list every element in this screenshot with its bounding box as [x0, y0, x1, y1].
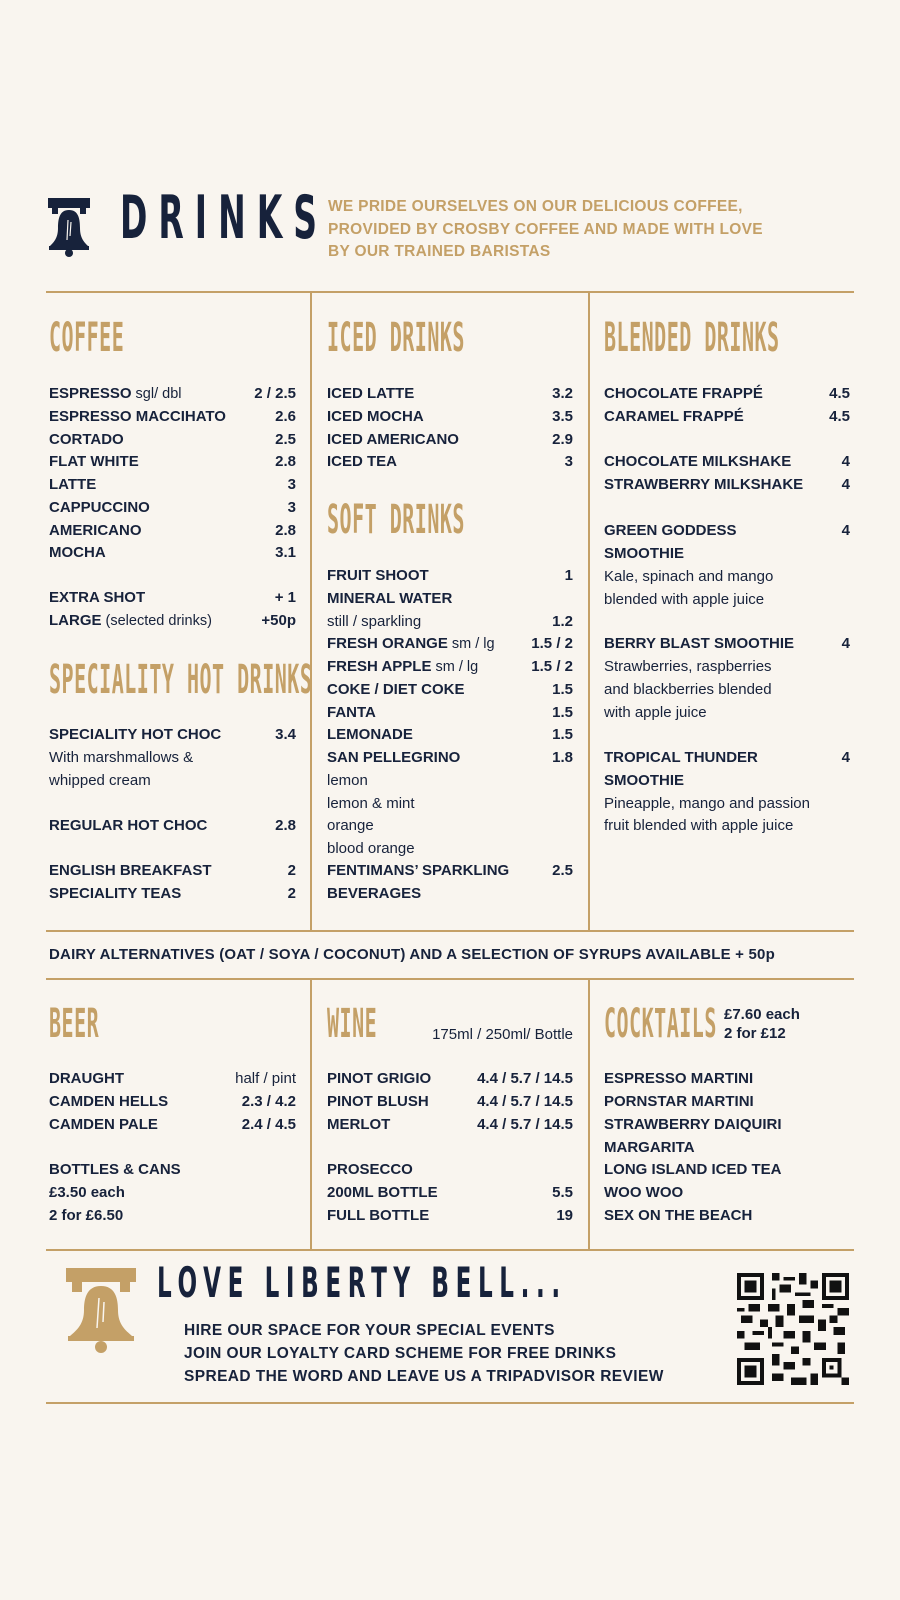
menu-price: 1.5 / 2	[531, 658, 573, 675]
item-description: fruit blended with apple juice	[604, 817, 794, 834]
menu-item: MINERAL WATER	[327, 590, 453, 607]
menu-price: 1.5 / 2	[531, 635, 573, 652]
menu-price: 1	[564, 567, 573, 584]
footer-line: JOIN OUR LOYALTY CARD SCHEME FOR FREE DRINKS	[184, 1345, 617, 1362]
menu-item: PINOT GRIGIO	[327, 1070, 432, 1087]
cocktail-price: 2 for £12	[724, 1025, 786, 1042]
item-description: Pineapple, mango and passion	[604, 795, 810, 812]
menu-price: 1.5	[552, 681, 573, 698]
menu-price: 4	[841, 522, 850, 539]
menu-item: PORNSTAR MARTINI	[604, 1093, 754, 1110]
qr-code-icon[interactable]	[737, 1273, 849, 1385]
menu-item: LATTE	[49, 476, 97, 493]
menu-item: BEVERAGES	[327, 885, 422, 902]
menu-item: ENGLISH BREAKFAST	[49, 862, 212, 879]
section-title-beer: BEER	[49, 1001, 100, 1047]
menu-price: 3	[564, 453, 573, 470]
menu-item: PROSECCO	[327, 1161, 413, 1178]
menu-price: 3	[287, 476, 296, 493]
menu-price: 3.2	[552, 385, 573, 402]
divider	[588, 291, 590, 931]
menu-item: ESPRESSO sgl/ dbl	[49, 385, 182, 402]
menu-price: 4.4 / 5.7 / 14.5	[477, 1116, 573, 1133]
footer-line: SPREAD THE WORD AND LEAVE US A TRIPADVISOR REVIEW	[184, 1368, 664, 1385]
dairy-alternatives-note: DAIRY ALTERNATIVES (OAT / SOYA / COCONUT) AND A SELECTION OF SYRUPS AVAILABLE + 50p	[49, 946, 775, 963]
menu-extra: EXTRA SHOT	[49, 589, 146, 606]
menu-price: 19	[556, 1207, 573, 1224]
menu-price: 4	[841, 476, 850, 493]
menu-price: 2.3 / 4.2	[241, 1093, 296, 1110]
tagline: WE PRIDE OURSELVES ON OUR DELICIOUS COFFEE, PROVIDED BY CROSBY COFFEE AND MADE WITH LOVE BY OUR TRAINED BARISTAS	[328, 198, 763, 260]
menu-price: 2.6	[275, 408, 296, 425]
menu-item: FLAT WHITE	[49, 453, 139, 470]
item-description: lemon & mint	[327, 795, 415, 812]
menu-item: SAN PELLEGRINO	[327, 749, 461, 766]
item-description: Strawberries, raspberries	[604, 658, 772, 675]
menu-item: FULL BOTTLE	[327, 1207, 430, 1224]
menu-item: COKE / DIET COKE	[327, 681, 465, 698]
menu-price: 4.4 / 5.7 / 14.5	[477, 1070, 573, 1087]
menu-price: 1.8	[552, 749, 573, 766]
menu-price: 3.4	[275, 726, 296, 743]
menu-price: 2.4 / 4.5	[241, 1116, 296, 1133]
section-title-soft: SOFT DRINKS	[327, 497, 465, 543]
menu-price: +50p	[261, 612, 296, 629]
menu-item: ICED MOCHA	[327, 408, 424, 425]
menu-price: 2	[287, 885, 296, 902]
menu-item: SPECIALITY HOT CHOC	[49, 726, 222, 743]
section-title-cocktails: COCKTAILS	[604, 1001, 717, 1047]
size-label: half / pint	[235, 1070, 296, 1087]
menu-extra: LARGE (selected drinks)	[49, 612, 212, 629]
divider	[46, 978, 854, 980]
menu-item: SMOOTHIE	[604, 772, 685, 789]
menu-price: 2.8	[275, 453, 296, 470]
bell-logo-icon	[46, 196, 92, 258]
menu-item: CORTADO	[49, 431, 124, 448]
menu-price: 5.5	[552, 1184, 573, 1201]
item-description: blood orange	[327, 840, 415, 857]
menu-price: 4.5	[829, 408, 850, 425]
menu-item: ICED TEA	[327, 453, 398, 470]
menu-price: 4	[841, 453, 850, 470]
page-title: DRINKS	[120, 183, 329, 253]
menu-item: LONG ISLAND ICED TEA	[604, 1161, 782, 1178]
menu-item: FENTIMANS’ SPARKLING	[327, 862, 510, 879]
menu-price: 1.5	[552, 704, 573, 721]
menu-item: CARAMEL FRAPPÉ	[604, 408, 744, 425]
menu-item: CHOCOLATE MILKSHAKE	[604, 453, 792, 470]
section-title-blended: BLENDED DRINKS	[604, 315, 780, 361]
menu-item: ESPRESSO MACCIHATO	[49, 408, 226, 425]
menu-price: 4.4 / 5.7 / 14.5	[477, 1093, 573, 1110]
menu-item: REGULAR HOT CHOC	[49, 817, 208, 834]
menu-price: 4	[841, 635, 850, 652]
menu-price: 3	[287, 499, 296, 516]
menu-item: TROPICAL THUNDER	[604, 749, 758, 766]
item-description: and blackberries blended	[604, 681, 772, 698]
divider	[310, 978, 312, 1250]
menu-item: ICED LATTE	[327, 385, 415, 402]
menu-item: FRESH APPLE sm / lg	[327, 658, 479, 675]
menu-price: 1.2	[552, 613, 573, 630]
divider	[588, 978, 590, 1250]
menu-item: LEMONADE	[327, 726, 413, 743]
menu-item: FRUIT SHOOT	[327, 567, 429, 584]
section-title-coffee: COFFEE	[49, 315, 125, 361]
menu-item: GREEN GODDESS	[604, 522, 737, 539]
divider	[46, 291, 854, 293]
menu-item: CAPPUCCINO	[49, 499, 150, 516]
menu-item: FRESH ORANGE sm / lg	[327, 635, 495, 652]
menu-item: STRAWBERRY DAIQUIRI	[604, 1116, 782, 1133]
menu-price: 3.5	[552, 408, 573, 425]
menu-price: 4	[841, 749, 850, 766]
size-label: 175ml / 250ml/ Bottle	[432, 1026, 573, 1043]
menu-price: 2.9	[552, 431, 573, 448]
menu-price: + 1	[274, 589, 296, 606]
item-description: With marshmallows &	[49, 749, 194, 766]
menu-item: BOTTLES & CANS	[49, 1161, 181, 1178]
menu-item: 2 for £6.50	[49, 1207, 124, 1224]
menu-price: 3.1	[275, 544, 296, 561]
section-title-wine: WINE	[327, 1001, 378, 1047]
menu-item: ESPRESSO MARTINI	[604, 1070, 754, 1087]
menu-item: 200ML BOTTLE	[327, 1184, 438, 1201]
section-title-iced: ICED DRINKS	[327, 315, 465, 361]
menu-price: 4.5	[829, 385, 850, 402]
menu-item: FANTA	[327, 704, 376, 721]
bell-logo-icon	[64, 1264, 138, 1354]
divider	[46, 1402, 854, 1404]
item-description: orange	[327, 817, 374, 834]
menu-item: WOO WOO	[604, 1184, 684, 1201]
menu-item: SPECIALITY TEAS	[49, 885, 182, 902]
item-description: Kale, spinach and mango	[604, 568, 774, 585]
menu-item: £3.50 each	[49, 1184, 125, 1201]
menu-price: 2.5	[552, 862, 573, 879]
divider	[310, 291, 312, 931]
menu-price: 2 / 2.5	[254, 385, 296, 402]
menu-item: AMERICANO	[49, 522, 142, 539]
menu-price: 2	[287, 862, 296, 879]
section-title-speciality: SPECIALITY HOT DRINKS	[49, 657, 313, 703]
menu-price: 2.5	[275, 431, 296, 448]
menu-item: CAMDEN HELLS	[49, 1093, 169, 1110]
menu-item: CHOCOLATE FRAPPÉ	[604, 385, 763, 402]
item-description: whipped cream	[49, 772, 151, 789]
menu-price: 2.8	[275, 522, 296, 539]
menu-item: ICED AMERICANO	[327, 431, 459, 448]
footer-line: HIRE OUR SPACE FOR YOUR SPECIAL EVENTS	[184, 1322, 555, 1339]
menu-item: STRAWBERRY MILKSHAKE	[604, 476, 804, 493]
menu-item: PINOT BLUSH	[327, 1093, 429, 1110]
menu-price: 2.8	[275, 817, 296, 834]
menu-item: MARGARITA	[604, 1139, 695, 1156]
item-description: with apple juice	[604, 704, 707, 721]
menu-item: MOCHA	[49, 544, 106, 561]
cocktail-price: £7.60 each	[724, 1006, 800, 1023]
menu-item: SMOOTHIE	[604, 545, 685, 562]
menu-item: DRAUGHT	[49, 1070, 124, 1087]
item-description: still / sparkling	[327, 613, 422, 630]
menu-item: CAMDEN PALE	[49, 1116, 158, 1133]
menu-item: SEX ON THE BEACH	[604, 1207, 753, 1224]
menu-item: MERLOT	[327, 1116, 391, 1133]
item-description: blended with apple juice	[604, 591, 765, 608]
divider	[46, 1249, 854, 1251]
divider	[46, 930, 854, 932]
item-description: lemon	[327, 772, 368, 789]
menu-price: 1.5	[552, 726, 573, 743]
footer-title: LOVE LIBERTY BELL...	[157, 1258, 567, 1307]
menu-item: BERRY BLAST SMOOTHIE	[604, 635, 795, 652]
